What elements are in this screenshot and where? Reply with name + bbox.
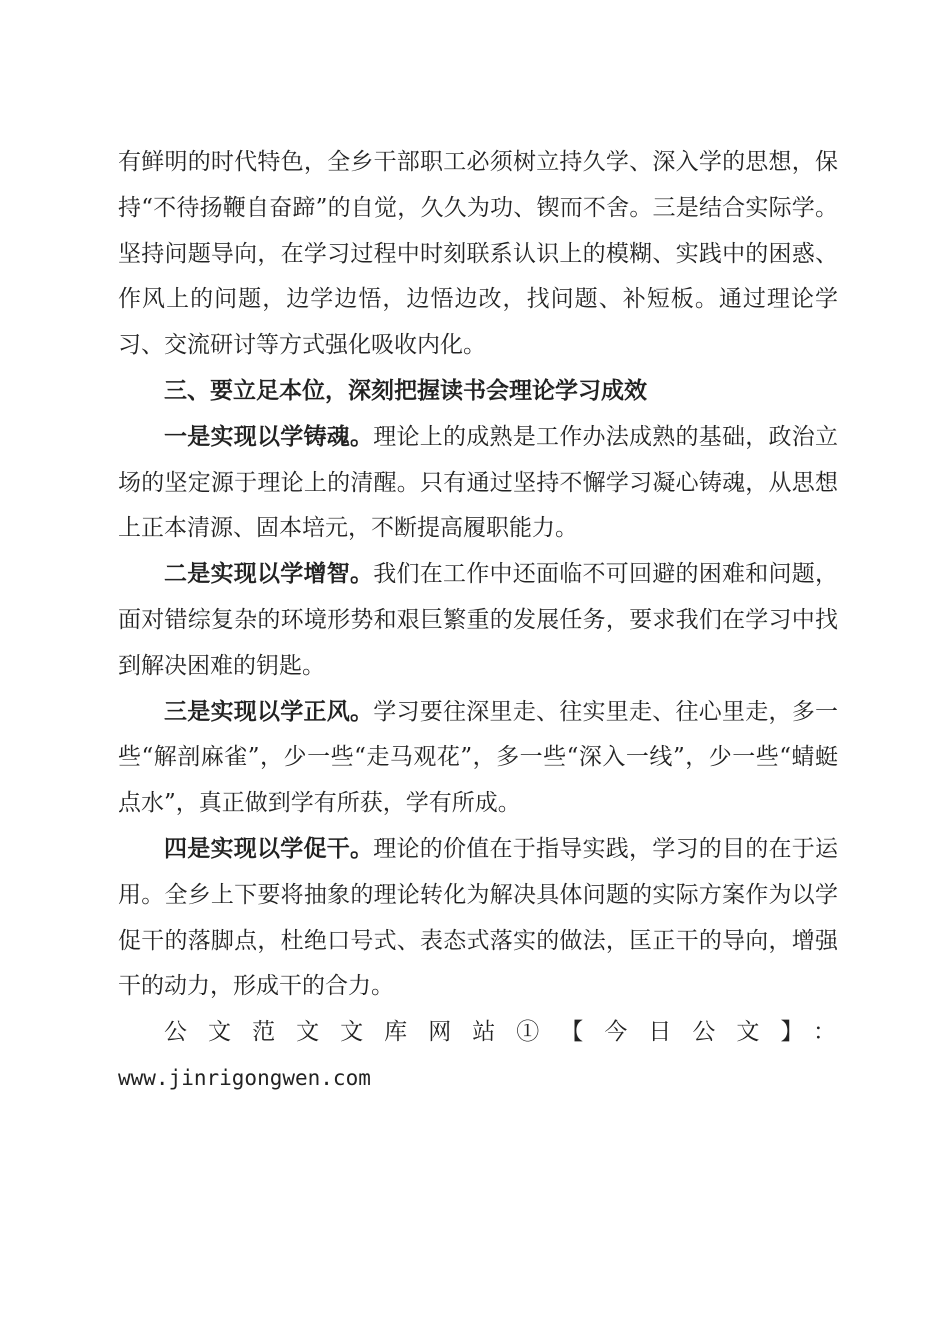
item-body-1: 理论上的成熟是工作办法成熟的基础，政治立场的坚定源于理论上的清醒。只有通过坚持不懈学习凝心铸魂，从思想上正本清源、固本培元，不断提高履职能力。 (118, 423, 838, 542)
item-lead-1: 一是实现以学铸魂。 (164, 423, 374, 450)
footer-url[interactable]: www.jinrigongwen.com (118, 1065, 371, 1090)
section-heading: 三、要立足本位，深刻把握读书会理论学习成效 (164, 377, 647, 404)
item-lead-2: 二是实现以学增智。 (164, 561, 374, 588)
footer-url-line (118, 1056, 838, 1102)
item-body-2: 我们在工作中还面临不可回避的困难和问题，面对错综复杂的环境形势和艰巨繁重的发展任务，要求我们在学习中找到解决困难的钥匙。 (118, 561, 838, 679)
item-paragraph-1 (118, 415, 838, 552)
item-lead-3: 三是实现以学正风。 (164, 698, 374, 725)
item-body-3: 学习要往深里走、往实里走、往心里走，多一些“解剖麻雀”，少一些“走马观花”，多一些“深入一线”，少一些“蜻蜓点水”，真正做到学有所获，学有所成。 (118, 698, 838, 817)
item-paragraph-4 (118, 827, 838, 1010)
item-body-4: 理论的价值在于指导实践，学习的目的在于运用。全乡上下要将抽象的理论转化为解决具体问题的实际方案作为以学促干的落脚点，杜绝口号式、表态式落实的做法，匡正干的导向，增强干的动力，形成干的合力。 (118, 835, 838, 1000)
item-lead-4: 四是实现以学促干。 (164, 835, 374, 862)
footer-site-label: 公文范文文库网站①【今日公文】： (164, 1019, 838, 1046)
document-body (118, 140, 838, 1102)
item-paragraph-2 (118, 552, 838, 689)
continuation-paragraph: 有鲜明的时代特色，全乡干部职工必须树立持久学、深入学的思想，保持“不待扬鞭自奋蹄”的自觉，久久为功、锲而不舍。三是结合实际学。坚持问题导向，在学习过程中时刻联系认识上的模糊、实践中的困惑、作风上的问题，边学边悟，边悟边改，找问题、补短板。通过理论学习、交流研讨等方式强化吸收内化。 (118, 149, 838, 359)
item-paragraph-3 (118, 690, 838, 827)
